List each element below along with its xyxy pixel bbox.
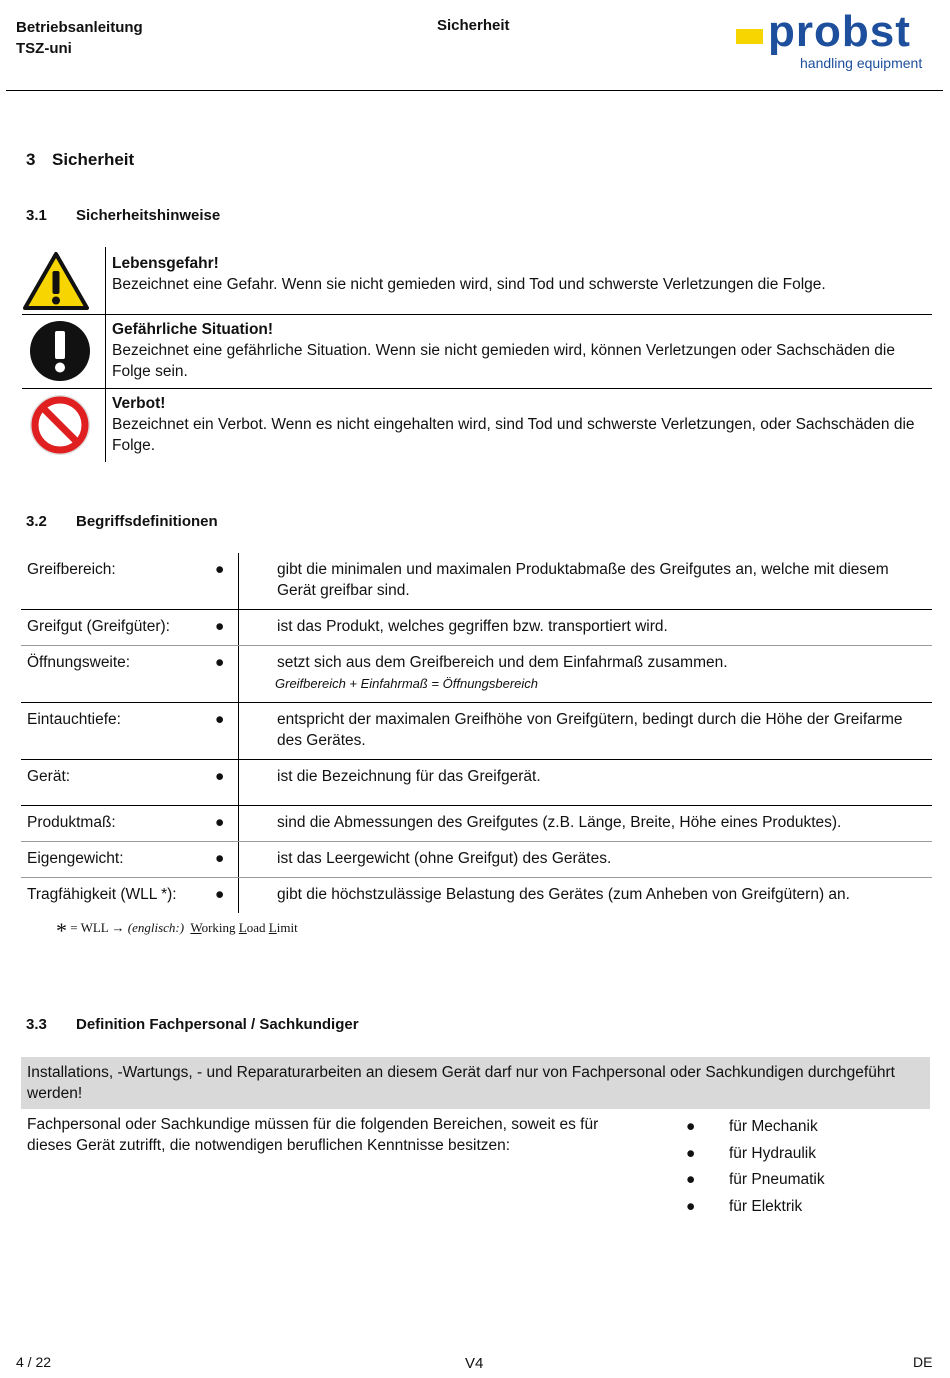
page-number: 4 / 22 bbox=[16, 1354, 52, 1370]
notice-title: Verbot! bbox=[112, 395, 166, 412]
bullet: ● bbox=[215, 814, 225, 831]
desc-cell bbox=[215, 646, 933, 703]
subsection-number: 3.1 bbox=[26, 207, 47, 224]
exclamation-circle-icon bbox=[29, 320, 105, 388]
safety-notice-situation bbox=[22, 315, 932, 388]
definition-text: ist das Produkt, welches gegriffen bzw. transportiert wird. bbox=[277, 618, 668, 635]
desc-cell bbox=[215, 842, 933, 878]
logo-wordmark: probst bbox=[768, 7, 911, 56]
logo-yellow-bar bbox=[736, 29, 763, 44]
bullet: ● bbox=[215, 850, 225, 867]
highlight-box: Installations, -Wartungs, - und Reparaturarbeiten an diesem Gerät darf nur von Fachpersonal oder Sachkundigen durchgeführt werden! bbox=[21, 1057, 930, 1109]
definition-text: ist das Leergewicht (ohne Greifgut) des Gerätes. bbox=[277, 850, 612, 867]
definition-text: gibt die minimalen und maximalen Produktabmaße des Greifgutes an, welche mit diesem Gerät greifbar sind. bbox=[277, 561, 889, 599]
table-row bbox=[21, 610, 932, 646]
language-code: DE bbox=[913, 1354, 933, 1370]
term-cell: Eintauchtiefe: bbox=[21, 703, 239, 760]
document-title bbox=[16, 17, 143, 59]
desc-cell bbox=[215, 703, 933, 760]
list-item-label: für Elektrik bbox=[729, 1197, 803, 1215]
term-cell: Greifbereich: bbox=[21, 553, 239, 610]
definitions-table bbox=[21, 553, 932, 913]
prohibition-icon bbox=[29, 394, 105, 462]
bullet: ● bbox=[686, 1197, 696, 1215]
bullet: ● bbox=[215, 618, 225, 635]
bullet: ● bbox=[215, 711, 225, 728]
desc-cell bbox=[215, 760, 933, 806]
table-row bbox=[21, 842, 932, 878]
subsection-number: 3.3 bbox=[26, 1016, 47, 1033]
bullet: ● bbox=[215, 768, 225, 785]
safety-notice-table bbox=[22, 247, 932, 462]
wll-footnote bbox=[56, 918, 298, 944]
subsection-heading-3-2 bbox=[26, 513, 218, 530]
notice-text: Bezeichnet eine gefährliche Situation. Wenn sie nicht gemieden wird, können Verletzungen oder Sachschäden die Folge sein. bbox=[112, 342, 895, 380]
subsection-title: Begriffsdefinitionen bbox=[76, 513, 218, 530]
qualification-text: Fachpersonal oder Sachkundige müssen für die folgenden Bereichen, soweit es für dieses Gerät zutrifft, die notwendigen beruflichen Kenntnisse besitzen: bbox=[27, 1116, 599, 1154]
term-cell: Tragfähigkeit (WLL *): bbox=[21, 878, 239, 914]
safety-notice-prohibition bbox=[22, 389, 932, 462]
notice-text: Bezeichnet eine Gefahr. Wenn sie nicht gemieden wird, sind Tod und schwerste Verletzungen die Folge. bbox=[112, 276, 826, 293]
version-label: V4 bbox=[465, 1355, 484, 1372]
logo-tagline: handling equipment bbox=[800, 55, 923, 71]
word-rest: imit bbox=[276, 920, 298, 935]
notice-title: Gefährliche Situation! bbox=[112, 321, 274, 338]
list-item bbox=[684, 1141, 825, 1168]
definition-text: sind die Abmessungen des Greifgutes (z.B. Länge, Breite, Höhe eines Produktes). bbox=[277, 814, 842, 831]
bullet: ● bbox=[215, 654, 225, 671]
definition-text: setzt sich aus dem Greifbereich und dem Einfahrmaß zusammen. bbox=[277, 654, 728, 671]
table-row bbox=[21, 553, 932, 610]
table-row bbox=[21, 760, 932, 806]
footnote-lang: (englisch:) bbox=[127, 920, 185, 935]
bullet: ● bbox=[686, 1144, 696, 1162]
bullet: ● bbox=[686, 1118, 696, 1135]
qualification-list bbox=[684, 1114, 825, 1220]
term-cell: Eigengewicht: bbox=[21, 842, 239, 878]
table-row bbox=[21, 646, 932, 703]
section-title: Sicherheit bbox=[52, 150, 135, 169]
list-item-label: für Pneumatik bbox=[729, 1171, 825, 1188]
initial-w: W bbox=[190, 920, 202, 935]
warning-triangle-icon bbox=[22, 251, 98, 317]
subsection-heading-3-3 bbox=[26, 1016, 359, 1033]
table-row bbox=[21, 878, 932, 914]
bullet: ● bbox=[215, 886, 225, 903]
desc-cell bbox=[215, 878, 933, 914]
list-item bbox=[684, 1167, 825, 1194]
subsection-number: 3.2 bbox=[26, 513, 47, 530]
bullet: ● bbox=[215, 561, 225, 578]
initial-l: L bbox=[268, 920, 277, 935]
list-item bbox=[684, 1114, 825, 1141]
footnote-abbr: = WLL → bbox=[70, 920, 125, 935]
list-item-label: für Mechanik bbox=[729, 1118, 818, 1135]
term-cell: Öffnungsweite: bbox=[21, 646, 239, 703]
initial-l: L bbox=[238, 920, 247, 935]
desc-cell bbox=[215, 553, 933, 610]
probst-logo bbox=[736, 7, 936, 75]
definition-text: entspricht der maximalen Greifhöhe von Greifgütern, bedingt durch die Höhe der Greifarme des Gerätes. bbox=[277, 711, 903, 749]
manual-label: Betriebsanleitung bbox=[16, 19, 143, 36]
desc-cell bbox=[215, 806, 933, 842]
notice-text: Bezeichnet ein Verbot. Wenn es nicht eingehalten wird, sind Tod und schwerste Verletzungen, oder Sachschäden die Folge. bbox=[112, 416, 915, 454]
subsection-title: Sicherheitshinweise bbox=[76, 207, 221, 224]
header-divider bbox=[6, 90, 943, 91]
subsection-heading-3-1 bbox=[26, 207, 220, 224]
formula-text: Greifbereich + Einfahrmaß = Öffnungsbereich bbox=[275, 676, 539, 691]
subsection-title: Definition Fachpersonal / Sachkundiger bbox=[76, 1016, 359, 1033]
notice-title: Lebensgefahr! bbox=[112, 255, 219, 272]
safety-notice-danger bbox=[22, 247, 932, 314]
term-cell: Produktmaß: bbox=[21, 806, 239, 842]
footnote-expansion bbox=[190, 920, 297, 935]
footnote-star: * bbox=[56, 918, 67, 943]
definition-text: ist die Bezeichnung für das Greifgerät. bbox=[277, 768, 541, 785]
bullet: ● bbox=[686, 1171, 696, 1188]
product-name: TSZ-uni bbox=[16, 40, 72, 57]
list-item-label: für Hydraulik bbox=[729, 1144, 816, 1162]
list-item bbox=[684, 1194, 825, 1221]
term-cell: Gerät: bbox=[21, 760, 239, 806]
section-heading bbox=[26, 150, 134, 170]
desc-cell bbox=[215, 610, 933, 646]
table-row bbox=[21, 806, 932, 842]
definition-text: gibt die höchstzulässige Belastung des Gerätes (zum Anheben von Greifgütern) an. bbox=[277, 886, 850, 903]
table-row bbox=[21, 703, 932, 760]
word-rest: orking bbox=[201, 920, 236, 935]
term-cell: Greifgut (Greifgüter): bbox=[21, 610, 239, 646]
section-number: 3 bbox=[26, 150, 36, 169]
word-rest: oad bbox=[246, 920, 266, 935]
header-section-title: Sicherheit bbox=[437, 17, 510, 34]
